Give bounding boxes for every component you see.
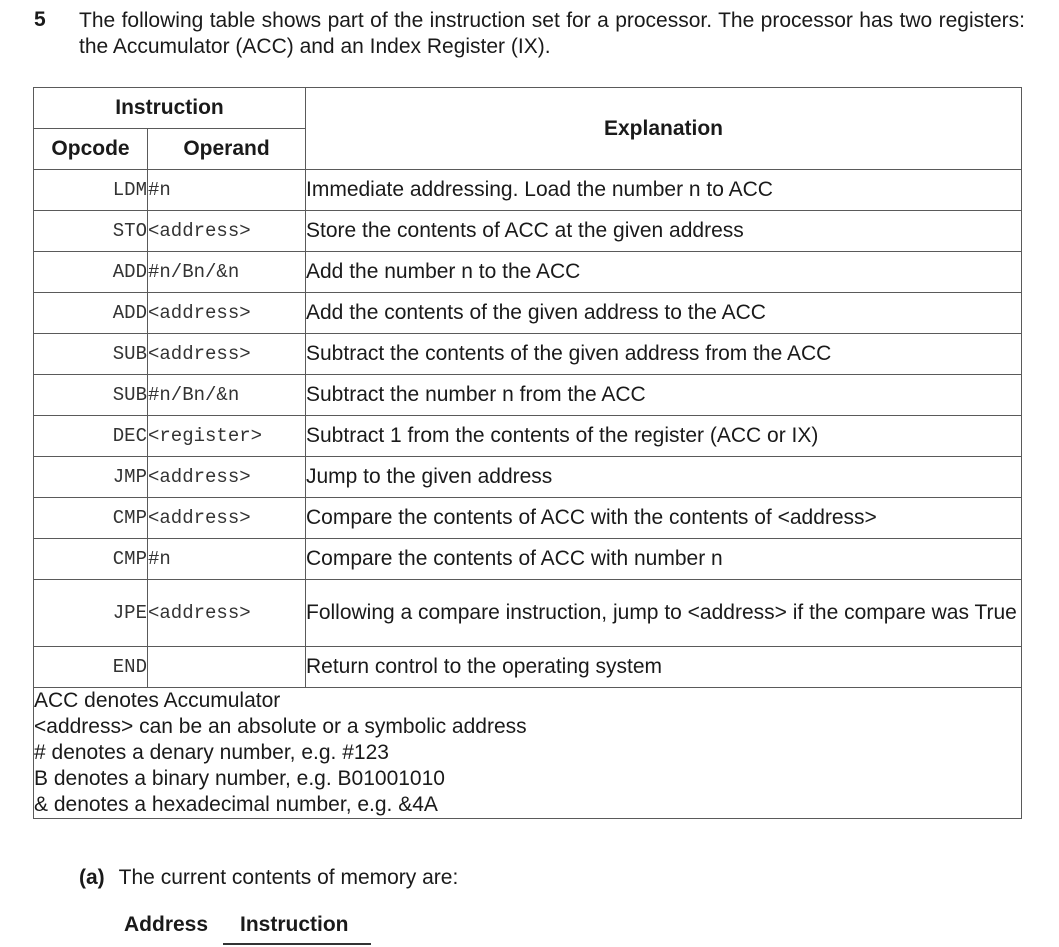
opcode-cell: CMP (34, 539, 148, 580)
opcode-cell: STO (34, 211, 148, 252)
opcode-cell: END (34, 647, 148, 688)
explanation-cell: Subtract the number n from the ACC (306, 375, 1022, 416)
instruction-column-header: Instruction (240, 913, 349, 936)
address-column-header: Address (124, 913, 209, 936)
explanation-cell: Subtract 1 from the contents of the register (ACC or IX) (306, 416, 1022, 457)
explanation-cell: Compare the contents of ACC with number n (306, 539, 1022, 580)
explanation-cell: Subtract the contents of the given address from the ACC (306, 334, 1022, 375)
operand-cell: <address> (148, 580, 306, 647)
explanation-cell: Store the contents of ACC at the given address (306, 211, 1022, 252)
opcode-cell: CMP (34, 498, 148, 539)
opcode-cell: SUB (34, 334, 148, 375)
operand-cell: <address> (148, 293, 306, 334)
table-row (34, 211, 1022, 252)
table-row (34, 170, 1022, 211)
table-row (34, 647, 1022, 688)
question-number: 5 (34, 8, 46, 31)
explanation-cell: Compare the contents of ACC with the contents of <address> (306, 498, 1022, 539)
explanation-cell: Immediate addressing. Load the number n to ACC (306, 170, 1022, 211)
table-row (34, 416, 1022, 457)
operand-cell: #n/Bn/&n (148, 375, 306, 416)
operand-cell: #n (148, 170, 306, 211)
instruction-set-table (33, 87, 1022, 819)
operand-cell: <address> (148, 457, 306, 498)
operand-cell (148, 647, 306, 688)
note-line: <address> can be an absolute or a symbolic address (34, 715, 527, 738)
part-a (79, 866, 458, 890)
table-row (34, 580, 1022, 647)
part-a-label: (a) (79, 866, 105, 889)
table-row (34, 539, 1022, 580)
opcode-cell: DEC (34, 416, 148, 457)
operand-cell: #n/Bn/&n (148, 252, 306, 293)
opcode-cell: JMP (34, 457, 148, 498)
explanation-cell: Return control to the operating system (306, 647, 1022, 688)
note-line: ACC denotes Accumulator (34, 689, 281, 712)
operand-cell: <register> (148, 416, 306, 457)
opcode-cell: JPE (34, 580, 148, 647)
operand-cell: <address> (148, 211, 306, 252)
opcode-cell: LDM (34, 170, 148, 211)
table-row (34, 498, 1022, 539)
memory-table-top-border (223, 943, 371, 945)
note-line: & denotes a hexadecimal number, e.g. &4A (34, 793, 438, 816)
opcode-cell: ADD (34, 293, 148, 334)
operand-cell: #n (148, 539, 306, 580)
table-row (34, 334, 1022, 375)
table-row (34, 375, 1022, 416)
table-row (34, 252, 1022, 293)
part-a-text: The current contents of memory are: (118, 866, 459, 889)
notes-cell (34, 688, 1022, 819)
opcode-cell: ADD (34, 252, 148, 293)
operand-cell: <address> (148, 498, 306, 539)
opcode-cell: SUB (34, 375, 148, 416)
notes-row (34, 688, 1022, 819)
opcode-header: Opcode (34, 129, 148, 170)
note-line: # denotes a denary number, e.g. #123 (34, 741, 389, 764)
operand-cell: <address> (148, 334, 306, 375)
note-line: B denotes a binary number, e.g. B01001010 (34, 767, 445, 790)
explanation-cell: Add the number n to the ACC (306, 252, 1022, 293)
explanation-header: Explanation (306, 88, 1022, 170)
explanation-cell: Add the contents of the given address to the ACC (306, 293, 1022, 334)
question-intro: The following table shows part of the instruction set for a processor. The processor has two registers: the Accumulator (ACC) and an Index Register (IX). (79, 9, 1025, 58)
explanation-cell: Following a compare instruction, jump to <address> if the compare was True (306, 580, 1022, 647)
table-row (34, 457, 1022, 498)
explanation-cell: Jump to the given address (306, 457, 1022, 498)
instruction-header: Instruction (34, 88, 306, 129)
operand-header: Operand (148, 129, 306, 170)
table-row (34, 293, 1022, 334)
